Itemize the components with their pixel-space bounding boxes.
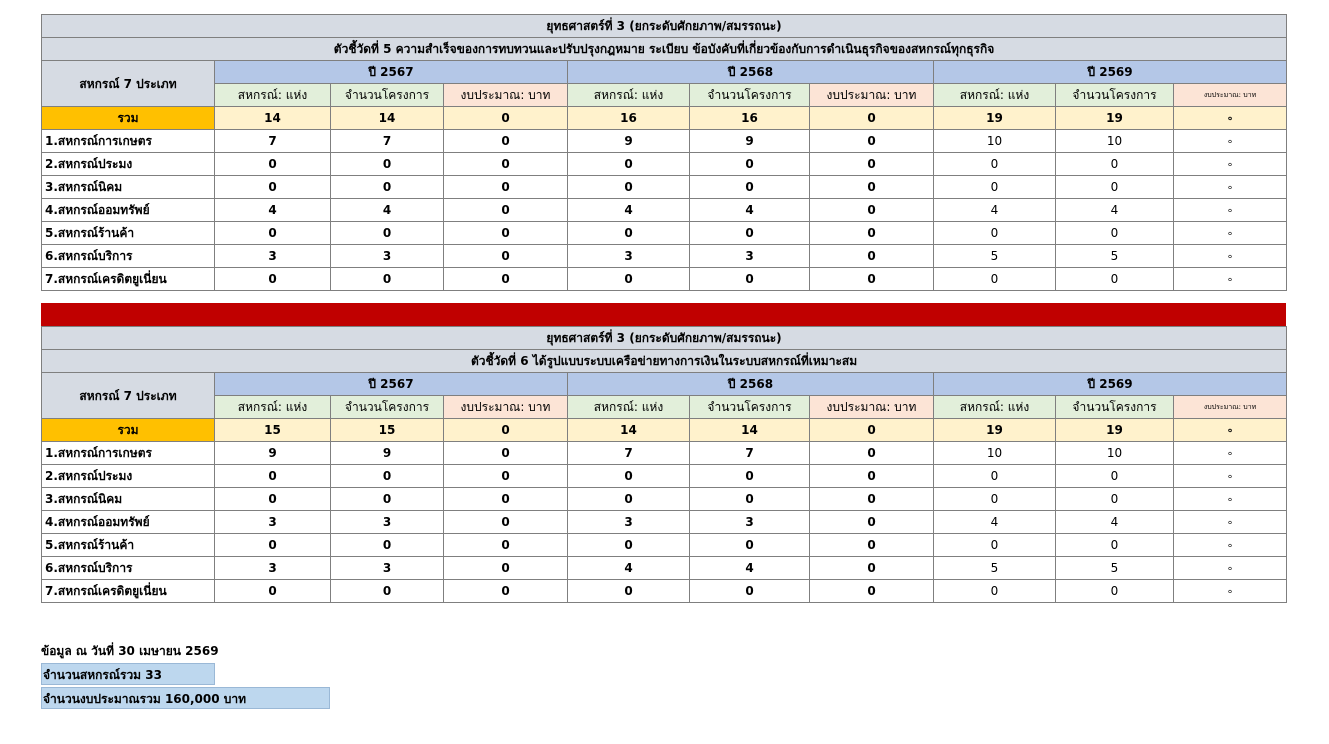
table-cell: 4: [934, 511, 1056, 534]
row-label: 2.สหกรณ์ประมง: [42, 465, 215, 488]
table-cell: 0: [810, 153, 934, 176]
table-cell: 0: [568, 465, 690, 488]
table-cell: 3: [568, 511, 690, 534]
table-cell: ๐: [1174, 153, 1287, 176]
total-cell: 0: [810, 419, 934, 442]
table-cell: 0: [690, 222, 810, 245]
total-cell: 14: [215, 107, 331, 130]
section-separator: [41, 303, 1286, 327]
table-row: [42, 580, 1287, 603]
row-label: 5.สหกรณ์ร้านค้า: [42, 222, 215, 245]
total-cell: 0: [444, 419, 568, 442]
indicator-6-table: [41, 326, 1287, 603]
total-coops-box: จำนวนสหกรณ์รวม 33: [41, 663, 215, 685]
table-cell: ๐: [1174, 465, 1287, 488]
row-label: 4.สหกรณ์ออมทรัพย์: [42, 511, 215, 534]
table-cell: 0: [215, 153, 331, 176]
subheader-coops: สหกรณ์: แห่ง: [568, 84, 690, 107]
table-cell: 3: [690, 511, 810, 534]
table-cell: 0: [444, 442, 568, 465]
row-label: 1.สหกรณ์การเกษตร: [42, 442, 215, 465]
table-cell: 0: [331, 488, 444, 511]
table-cell: 0: [810, 534, 934, 557]
total-row: [42, 419, 1287, 442]
table-cell: 0: [568, 534, 690, 557]
table-cell: ๐: [1174, 442, 1287, 465]
table-cell: 0: [934, 176, 1056, 199]
total-cell: ๐: [1174, 419, 1287, 442]
table-cell: 7: [331, 130, 444, 153]
table-cell: 0: [690, 465, 810, 488]
table-cell: 0: [444, 557, 568, 580]
table-cell: 3: [331, 511, 444, 534]
table-cell: 10: [1056, 130, 1174, 153]
table-cell: 0: [810, 580, 934, 603]
table-cell: ๐: [1174, 534, 1287, 557]
total-cell: ๐: [1174, 107, 1287, 130]
table-cell: 0: [331, 222, 444, 245]
table-cell: ๐: [1174, 222, 1287, 245]
row-label: 3.สหกรณ์นิคม: [42, 176, 215, 199]
table-cell: ๐: [1174, 176, 1287, 199]
total-row: [42, 107, 1287, 130]
table-cell: 0: [444, 511, 568, 534]
table-cell: 0: [215, 534, 331, 557]
table-row: [42, 176, 1287, 199]
table-cell: 0: [810, 511, 934, 534]
table-cell: 3: [215, 511, 331, 534]
table-row: [42, 557, 1287, 580]
year-header: ปี 2569: [934, 61, 1287, 84]
table-cell: 0: [690, 534, 810, 557]
total-label: รวม: [42, 419, 215, 442]
table-cell: ๐: [1174, 488, 1287, 511]
table-cell: 0: [444, 465, 568, 488]
row-label: 5.สหกรณ์ร้านค้า: [42, 534, 215, 557]
total-cell: 16: [568, 107, 690, 130]
total-cell: 16: [690, 107, 810, 130]
table-cell: ๐: [1174, 511, 1287, 534]
total-cell: 14: [690, 419, 810, 442]
table-cell: 5: [1056, 557, 1174, 580]
subheader-projects: จำนวนโครงการ: [690, 396, 810, 419]
table-cell: 3: [331, 557, 444, 580]
total-cell: 0: [810, 107, 934, 130]
table-cell: 4: [215, 199, 331, 222]
table-cell: 7: [690, 442, 810, 465]
table-cell: 0: [1056, 488, 1174, 511]
table-cell: 3: [215, 245, 331, 268]
table-cell: 0: [444, 488, 568, 511]
subheader-projects: จำนวนโครงการ: [1056, 84, 1174, 107]
year-header: ปี 2568: [568, 373, 934, 396]
subheader-budget: งบประมาณ: บาท: [444, 84, 568, 107]
table-cell: 4: [690, 199, 810, 222]
table-row: [42, 488, 1287, 511]
table-cell: ๐: [1174, 245, 1287, 268]
table-row: [42, 534, 1287, 557]
table-cell: 0: [215, 222, 331, 245]
table-cell: 0: [810, 268, 934, 291]
table-cell: 4: [568, 199, 690, 222]
table-cell: 0: [444, 268, 568, 291]
table-cell: 10: [1056, 442, 1174, 465]
total-cell: 19: [934, 419, 1056, 442]
table-cell: 0: [690, 580, 810, 603]
table-cell: 0: [934, 488, 1056, 511]
table-cell: 0: [215, 465, 331, 488]
subheader-budget: งบประมาณ: บาท: [1174, 396, 1287, 419]
row-label: 2.สหกรณ์ประมง: [42, 153, 215, 176]
category-header: สหกรณ์ 7 ประเภท: [42, 373, 215, 419]
table-cell: 5: [934, 557, 1056, 580]
table-cell: 0: [215, 268, 331, 291]
total-cell: 14: [568, 419, 690, 442]
table-cell: 0: [568, 580, 690, 603]
total-cell: 0: [444, 107, 568, 130]
table-row: [42, 222, 1287, 245]
table-cell: 0: [331, 534, 444, 557]
table-cell: 0: [444, 222, 568, 245]
table-cell: 5: [934, 245, 1056, 268]
table-cell: 4: [568, 557, 690, 580]
table-cell: 0: [1056, 534, 1174, 557]
table-cell: 9: [568, 130, 690, 153]
table-cell: 0: [1056, 268, 1174, 291]
table-row: [42, 442, 1287, 465]
row-label: 4.สหกรณ์ออมทรัพย์: [42, 199, 215, 222]
table-row: [42, 268, 1287, 291]
subheader-budget: งบประมาณ: บาท: [1174, 84, 1287, 107]
table-cell: 0: [215, 176, 331, 199]
table-cell: 7: [568, 442, 690, 465]
table-cell: 0: [934, 580, 1056, 603]
strategy-title: ยุทธศาสตร์ที่ 3 (ยกระดับศักยภาพ/สมรรถนะ): [42, 15, 1287, 38]
table-cell: 3: [215, 557, 331, 580]
table-cell: 7: [215, 130, 331, 153]
table-cell: 0: [568, 488, 690, 511]
table-cell: 0: [568, 222, 690, 245]
table-cell: 0: [934, 268, 1056, 291]
table-cell: 0: [568, 268, 690, 291]
table-cell: 0: [444, 176, 568, 199]
table-cell: 10: [934, 130, 1056, 153]
table-cell: ๐: [1174, 130, 1287, 153]
total-budget-box: จำนวนงบประมาณรวม 160,000 บาท: [41, 687, 330, 709]
subheader-coops: สหกรณ์: แห่ง: [934, 396, 1056, 419]
table-cell: 0: [810, 465, 934, 488]
subheader-budget: งบประมาณ: บาท: [810, 84, 934, 107]
table-cell: 0: [934, 534, 1056, 557]
table-cell: 0: [568, 176, 690, 199]
table-cell: 4: [331, 199, 444, 222]
total-cell: 15: [215, 419, 331, 442]
row-label: 7.สหกรณ์เครดิตยูเนี่ยน: [42, 580, 215, 603]
row-label: 7.สหกรณ์เครดิตยูเนี่ยน: [42, 268, 215, 291]
table-row: [42, 245, 1287, 268]
table-cell: 3: [690, 245, 810, 268]
table-cell: 0: [215, 580, 331, 603]
table-cell: 0: [1056, 580, 1174, 603]
table-cell: 0: [690, 268, 810, 291]
subheader-projects: จำนวนโครงการ: [331, 84, 444, 107]
subheader-coops: สหกรณ์: แห่ง: [215, 396, 331, 419]
subheader-coops: สหกรณ์: แห่ง: [934, 84, 1056, 107]
table-cell: 5: [1056, 245, 1174, 268]
year-header: ปี 2567: [215, 373, 568, 396]
table-cell: 0: [810, 130, 934, 153]
table-cell: 9: [690, 130, 810, 153]
table-cell: ๐: [1174, 557, 1287, 580]
year-header: ปี 2568: [568, 61, 934, 84]
table-cell: 0: [1056, 222, 1174, 245]
subheader-budget: งบประมาณ: บาท: [810, 396, 934, 419]
table-cell: 0: [810, 245, 934, 268]
subheader-projects: จำนวนโครงการ: [1056, 396, 1174, 419]
table-cell: 0: [331, 580, 444, 603]
table-row: [42, 153, 1287, 176]
table-cell: 0: [568, 153, 690, 176]
subheader-coops: สหกรณ์: แห่ง: [568, 396, 690, 419]
year-header: ปี 2569: [934, 373, 1287, 396]
table-cell: 0: [810, 442, 934, 465]
data-as-of-note: ข้อมูล ณ วันที่ 30 เมษายน 2569: [41, 644, 219, 658]
table-cell: 0: [444, 580, 568, 603]
row-label: 3.สหกรณ์นิคม: [42, 488, 215, 511]
subheader-projects: จำนวนโครงการ: [690, 84, 810, 107]
table-cell: 10: [934, 442, 1056, 465]
category-header: สหกรณ์ 7 ประเภท: [42, 61, 215, 107]
total-cell: 19: [934, 107, 1056, 130]
table-cell: 4: [1056, 511, 1174, 534]
table-cell: 0: [934, 222, 1056, 245]
total-cell: 15: [331, 419, 444, 442]
table-cell: 0: [690, 488, 810, 511]
table-cell: 0: [1056, 465, 1174, 488]
row-label: 6.สหกรณ์บริการ: [42, 557, 215, 580]
table-cell: 0: [331, 176, 444, 199]
table-cell: 0: [810, 199, 934, 222]
table-cell: 4: [934, 199, 1056, 222]
table-cell: 0: [444, 534, 568, 557]
total-cell: 19: [1056, 107, 1174, 130]
table-cell: 4: [1056, 199, 1174, 222]
table-cell: 0: [934, 465, 1056, 488]
table-cell: 0: [444, 199, 568, 222]
table-cell: ๐: [1174, 580, 1287, 603]
table-row: [42, 130, 1287, 153]
table-cell: 0: [1056, 176, 1174, 199]
table-row: [42, 199, 1287, 222]
year-header: ปี 2567: [215, 61, 568, 84]
table-cell: 0: [444, 130, 568, 153]
table-cell: 0: [444, 153, 568, 176]
indicator-title: ตัวชี้วัดที่ 6 ได้รูปแบบระบบเครือข่ายทางการเงินในระบบสหกรณ์ที่เหมาะสม: [42, 350, 1287, 373]
table-cell: 9: [215, 442, 331, 465]
table-cell: 0: [690, 153, 810, 176]
total-cell: 14: [331, 107, 444, 130]
table-cell: 0: [810, 557, 934, 580]
table-cell: 3: [568, 245, 690, 268]
table-cell: 0: [690, 176, 810, 199]
table-cell: 0: [934, 153, 1056, 176]
table-cell: 0: [331, 153, 444, 176]
indicator-5-table: [41, 14, 1287, 291]
total-label: รวม: [42, 107, 215, 130]
table-cell: 0: [810, 488, 934, 511]
table-cell: 0: [810, 176, 934, 199]
subheader-budget: งบประมาณ: บาท: [444, 396, 568, 419]
table-row: [42, 511, 1287, 534]
table-cell: 4: [690, 557, 810, 580]
row-label: 6.สหกรณ์บริการ: [42, 245, 215, 268]
table-cell: 0: [215, 488, 331, 511]
subheader-coops: สหกรณ์: แห่ง: [215, 84, 331, 107]
subheader-projects: จำนวนโครงการ: [331, 396, 444, 419]
indicator-title: ตัวชี้วัดที่ 5 ความสำเร็จของการทบทวนและปรับปรุงกฎหมาย ระเบียบ ข้อบังคับที่เกี่ยวข้องกับการดำเนินธุรกิจของสหกรณ์ทุกธุรกิจ: [42, 38, 1287, 61]
table-cell: 0: [810, 222, 934, 245]
row-label: 1.สหกรณ์การเกษตร: [42, 130, 215, 153]
table-row: [42, 465, 1287, 488]
table-cell: 3: [331, 245, 444, 268]
strategy-title: ยุทธศาสตร์ที่ 3 (ยกระดับศักยภาพ/สมรรถนะ): [42, 327, 1287, 350]
table-cell: ๐: [1174, 268, 1287, 291]
table-cell: 0: [444, 245, 568, 268]
table-cell: 0: [331, 268, 444, 291]
table-cell: 0: [1056, 153, 1174, 176]
table-cell: 9: [331, 442, 444, 465]
total-cell: 19: [1056, 419, 1174, 442]
table-cell: 0: [331, 465, 444, 488]
table-cell: ๐: [1174, 199, 1287, 222]
